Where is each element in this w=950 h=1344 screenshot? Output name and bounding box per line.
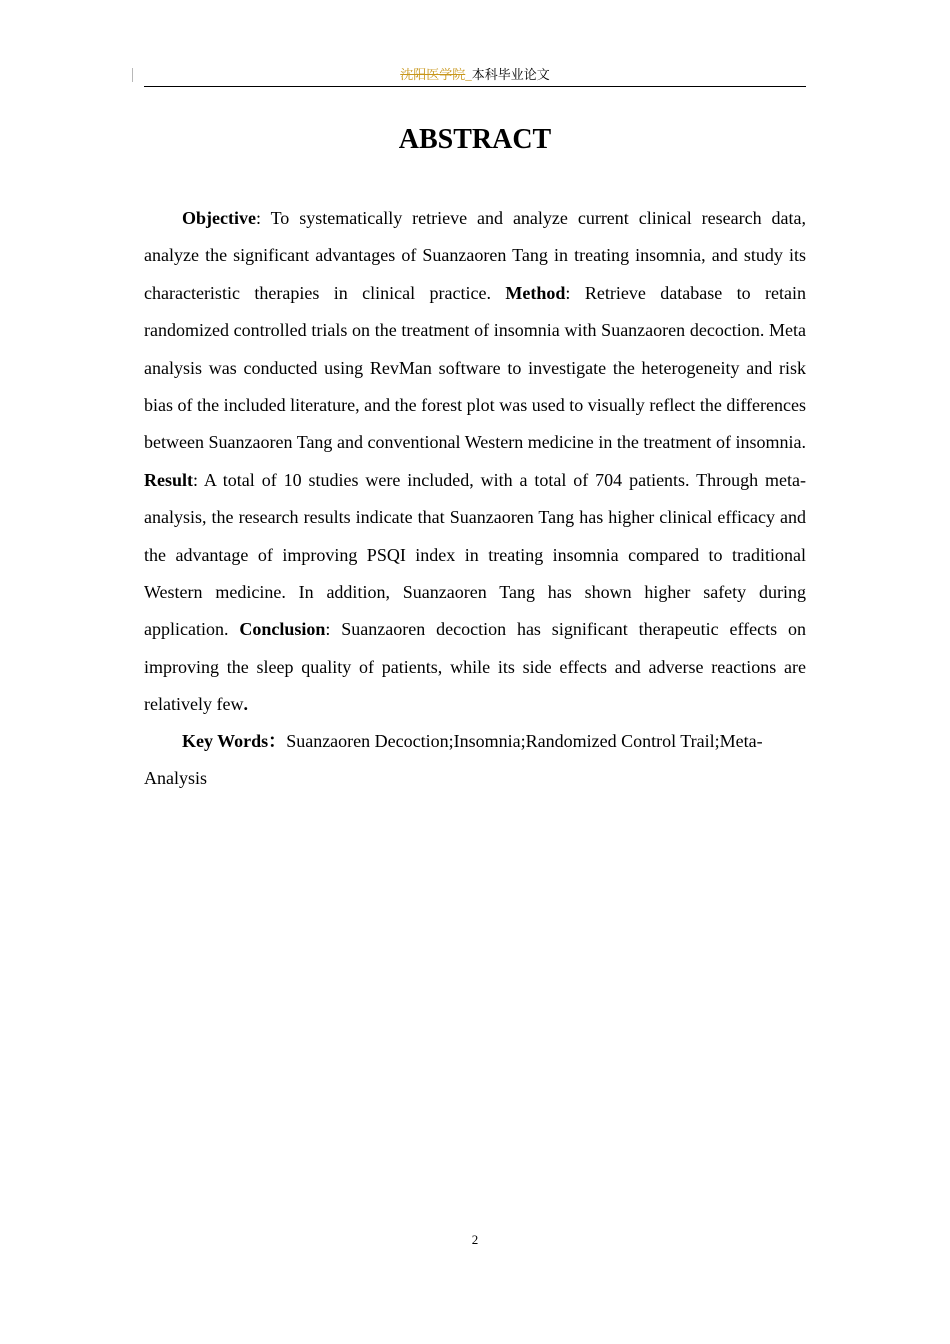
page-title: ABSTRACT [398, 124, 552, 155]
page-number: 2 [471, 1232, 479, 1247]
result-text: : A total of 10 studies were included, with a total of 704 patients. Through meta-analysis, the research results indicate that Suanzaoren Tang has higher clinical efficacy and the advantage of improving PSQI index in treating insomnia compared to traditional Western medicine. In addition, Suanzaoren Tang has shown higher safety during application. [144, 469, 806, 640]
header-doc-type: 本科毕业论文 [471, 67, 550, 82]
header-separator: _ [465, 67, 472, 82]
objective-label: Objective [182, 208, 256, 228]
running-header [144, 66, 806, 87]
keywords-paragraph [144, 723, 806, 797]
method-label: Method [505, 282, 566, 303]
keywords-text: Suanzaoren Decoction;Insomnia;Randomized Control Trail;Meta-Analysis [144, 731, 763, 788]
final-period: . [243, 694, 248, 715]
margin-marker [132, 68, 133, 82]
objective-text: : To systematically retrieve and analyze current clinical research data, analyze the significant advantages of Suanzaoren Tang in treating insomnia, and study its characteristic therapies in clinical practice. [144, 208, 806, 303]
method-text: : Retrieve database to retain randomized controlled trials on the treatment of insomnia with Suanzaoren decoction. Meta analysis was conducted using RevMan software to investigate the heterogeneity and risk bias of the included literature, and the forest plot was used to visually reflect the differences between Suanzaoren Tang and conventional Western medicine in the treatment of insomnia. [144, 282, 806, 453]
header-institution: 沈阳医学院 [400, 67, 466, 82]
result-label: Result [144, 469, 193, 490]
conclusion-label: Conclusion [239, 619, 326, 640]
conclusion-text: : Suanzaoren decoction has significant therapeutic effects on improving the sleep quality of patients, while its side effects and adverse reactions are relatively few [144, 619, 807, 715]
keywords-label: Key Words： [182, 731, 287, 751]
abstract-paragraph [144, 200, 806, 724]
